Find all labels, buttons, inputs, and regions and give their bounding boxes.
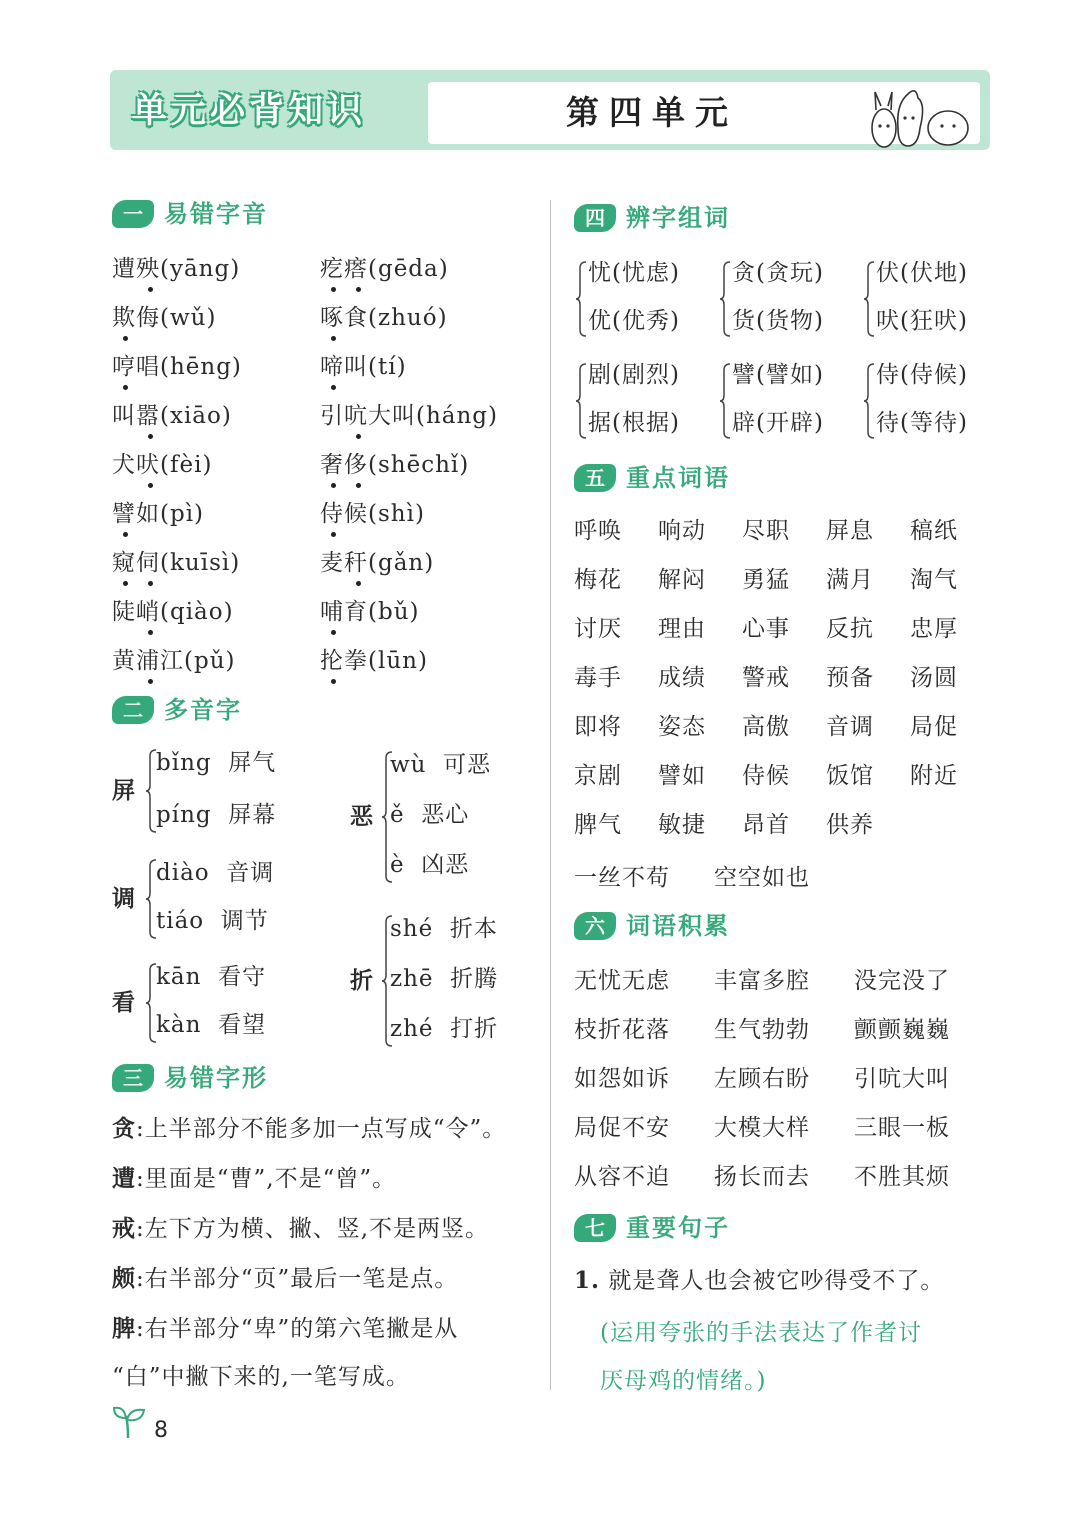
key-word: 反抗 [826, 616, 874, 642]
section-title: 重点词语 [626, 464, 730, 492]
polyphone-reading: bǐng 屏气 [156, 750, 277, 776]
pinyin-item: 窥伺(kuīsì) [112, 550, 241, 576]
phrase: 颤颤巍巍 [854, 1017, 950, 1043]
pinyin-item: 侍候(shì) [320, 501, 425, 527]
header-tab [118, 80, 408, 142]
emphasis-dot [148, 434, 153, 439]
emphasis-dot [331, 483, 336, 488]
section-badge: 一 [112, 200, 154, 228]
key-idiom: 一丝不苟 [574, 865, 670, 891]
polyphone-char: 屏 [112, 777, 136, 804]
phrase: 生气勃勃 [714, 1017, 810, 1043]
char-pair-item: 侍(侍候) [876, 362, 968, 388]
brace [864, 260, 876, 338]
glyph-note-text: :里面是“曹”,不是“曾”。 [136, 1166, 397, 1192]
emphasis-dot [356, 483, 361, 488]
pinyin-item: 麦秆(gǎn) [320, 550, 435, 576]
polyphone-reading: píng 屏幕 [156, 802, 277, 828]
sentence [574, 1266, 944, 1296]
pinyin-item: 黄浦江(pǔ) [112, 648, 236, 674]
key-word: 屏息 [826, 518, 874, 544]
key-word: 忠厚 [910, 616, 958, 642]
emphasis-dot [148, 287, 153, 292]
sentence-text: 就是聋人也会被它吵得受不了。 [608, 1268, 945, 1294]
key-word: 饭馆 [826, 763, 874, 789]
glyph-note-text: :右半部分“页”最后一笔是点。 [136, 1266, 459, 1292]
key-word: 勇猛 [742, 567, 790, 593]
key-word: 解闷 [658, 567, 706, 593]
key-word: 脾气 [574, 812, 622, 838]
key-word: 姿态 [658, 714, 706, 740]
mascot-icon [868, 88, 976, 150]
key-word: 心事 [742, 616, 790, 642]
emphasis-dot [148, 581, 153, 586]
section-title: 易错字音 [164, 200, 268, 228]
emphasis-dot [331, 287, 336, 292]
char-pair-item: 据(根据) [588, 410, 680, 436]
section-title: 重要句子 [626, 1214, 730, 1242]
phrase: 不胜其烦 [854, 1164, 950, 1190]
key-word: 譬如 [658, 763, 706, 789]
glyph-note-continuation: “白”中撇下来的,一笔写成。 [112, 1364, 410, 1390]
emphasis-dot [123, 532, 128, 537]
section-title: 词语积累 [626, 912, 730, 940]
key-word: 淘气 [910, 567, 958, 593]
key-word: 汤圆 [910, 665, 958, 691]
emphasis-dot [123, 385, 128, 390]
polyphone-reading: ě 恶心 [390, 802, 470, 828]
phrase: 无忧无虑 [574, 968, 670, 994]
emphasis-dot [148, 679, 153, 684]
glyph-note-char: 戒 [112, 1215, 136, 1242]
char-pair-item: 譬(譬如) [732, 362, 824, 388]
section-badge: 七 [574, 1214, 616, 1242]
glyph-note [112, 1214, 489, 1244]
polyphone-char: 恶 [350, 803, 374, 830]
char-pair-item: 辟(开辟) [732, 410, 824, 436]
glyph-note [112, 1264, 458, 1294]
phrase: 三眼一板 [854, 1115, 950, 1141]
phrase: 枝折花落 [574, 1017, 670, 1043]
key-word: 侍候 [742, 763, 790, 789]
brace [576, 362, 588, 440]
phrase: 大模大样 [714, 1115, 810, 1141]
section-badge: 三 [112, 1064, 154, 1092]
sentence-note-line-2: 厌母鸡的情绪。) [600, 1368, 767, 1394]
pinyin-item: 犬吠(fèi) [112, 452, 213, 478]
glyph-note [112, 1114, 506, 1144]
glyph-note-char: 颇 [112, 1265, 136, 1292]
polyphone-char: 调 [112, 885, 136, 912]
pinyin-item: 啼叫(tí) [320, 354, 407, 380]
phrase: 引吭大叫 [854, 1066, 950, 1092]
unit-title: 第四单元 [566, 93, 738, 132]
pinyin-item: 疙瘩(gēda) [320, 256, 449, 282]
key-word: 尽职 [742, 518, 790, 544]
polyphone-reading: wù 可恶 [390, 752, 492, 778]
emphasis-dot [331, 679, 336, 684]
key-word: 满月 [826, 567, 874, 593]
glyph-note-text: :右半部分“卑”的第六笔撇是从 [136, 1316, 459, 1342]
emphasis-dot [148, 483, 153, 488]
key-word: 理由 [658, 616, 706, 642]
phrase: 扬长而去 [714, 1164, 810, 1190]
glyph-note-text: :左下方为横、撇、竖,不是两竖。 [136, 1216, 490, 1242]
glyph-note-text: :上半部分不能多加一点写成“令”。 [136, 1116, 507, 1142]
key-word: 毒手 [574, 665, 622, 691]
section-badge: 二 [112, 696, 154, 724]
header-tab-label: 单元必背知识 [132, 91, 367, 131]
pinyin-item: 引吭大叫(háng) [320, 403, 499, 429]
char-pair-item: 剧(剧烈) [588, 362, 680, 388]
key-word: 附近 [910, 763, 958, 789]
pinyin-item: 哺育(bǔ) [320, 599, 420, 625]
emphasis-dot [356, 287, 361, 292]
char-pair-item: 货(货物) [732, 308, 824, 334]
glyph-note [112, 1164, 396, 1194]
emphasis-dot [123, 581, 128, 586]
glyph-note-char: 贪 [112, 1115, 136, 1142]
polyphone-reading: kān 看守 [156, 964, 267, 990]
glyph-note-char: 脾 [112, 1315, 136, 1342]
emphasis-dot [331, 336, 336, 341]
phrase: 左顾右盼 [714, 1066, 810, 1092]
column-divider [550, 200, 551, 1390]
phrase: 没完没了 [854, 968, 950, 994]
pinyin-item: 叫嚣(xiāo) [112, 403, 232, 429]
key-word: 讨厌 [574, 616, 622, 642]
pinyin-item: 陡峭(qiào) [112, 599, 234, 625]
pinyin-item: 欺侮(wǔ) [112, 305, 217, 331]
pinyin-item: 哼唱(hēng) [112, 354, 242, 380]
char-pair-item: 优(优秀) [588, 308, 680, 334]
phrase: 丰富多腔 [714, 968, 810, 994]
key-word: 局促 [910, 714, 958, 740]
polyphone-char: 看 [112, 989, 136, 1016]
emphasis-dot [123, 336, 128, 341]
polyphone-reading: shé 折本 [390, 916, 498, 942]
brace [576, 260, 588, 338]
pinyin-item: 啄食(zhuó) [320, 305, 448, 331]
section-title: 多音字 [164, 696, 242, 724]
key-word: 预备 [826, 665, 874, 691]
emphasis-dot [331, 385, 336, 390]
key-word: 高傲 [742, 714, 790, 740]
polyphone-reading: zhé 打折 [390, 1016, 499, 1042]
pinyin-item: 奢侈(shēchǐ) [320, 452, 470, 478]
emphasis-dot [148, 630, 153, 635]
char-pair-item: 伏(伏地) [876, 260, 968, 286]
glyph-note-char: 遭 [112, 1165, 136, 1192]
polyphone-reading: zhē 折腾 [390, 966, 499, 992]
key-word: 警戒 [742, 665, 790, 691]
key-word: 敏捷 [658, 812, 706, 838]
section-badge: 六 [574, 912, 616, 940]
key-word: 稿纸 [910, 518, 958, 544]
polyphone-reading: diào 音调 [156, 860, 275, 886]
sentence-note-line-1: (运用夸张的手法表达了作者讨 [600, 1320, 922, 1346]
key-word: 即将 [574, 714, 622, 740]
polyphone-reading: è 凶恶 [390, 852, 470, 878]
page-number: 8 [154, 1418, 169, 1443]
sprout-icon [112, 1404, 146, 1440]
section-title: 辨字组词 [626, 204, 730, 232]
key-idiom: 空空如也 [714, 865, 810, 891]
key-word: 梅花 [574, 567, 622, 593]
char-pair-item: 贪(贪玩) [732, 260, 824, 286]
emphasis-dot [331, 532, 336, 537]
section-badge: 五 [574, 464, 616, 492]
glyph-note [112, 1314, 458, 1344]
brace [864, 362, 876, 440]
brace [720, 260, 732, 338]
polyphone-reading: kàn 看望 [156, 1012, 267, 1038]
pinyin-item: 譬如(pì) [112, 501, 205, 527]
section-title: 易错字形 [164, 1064, 268, 1092]
key-word: 成绩 [658, 665, 706, 691]
emphasis-dot [356, 581, 361, 586]
emphasis-dot [356, 434, 361, 439]
key-word: 呼唤 [574, 518, 622, 544]
polyphone-char: 折 [350, 967, 374, 994]
emphasis-dot [331, 630, 336, 635]
phrase: 如怨如诉 [574, 1066, 670, 1092]
phrase: 从容不迫 [574, 1164, 670, 1190]
key-word: 昂首 [742, 812, 790, 838]
char-pair-item: 忧(忧虑) [588, 260, 680, 286]
char-pair-item: 吠(狂吠) [876, 308, 968, 334]
sentence-number: 1. [574, 1267, 601, 1294]
pinyin-item: 抡拳(lūn) [320, 648, 428, 674]
key-word: 供养 [826, 812, 874, 838]
phrase: 局促不安 [574, 1115, 670, 1141]
brace [720, 362, 732, 440]
section-badge: 四 [574, 204, 616, 232]
key-word: 京剧 [574, 763, 622, 789]
key-word: 响动 [658, 518, 706, 544]
polyphone-reading: tiáo 调节 [156, 908, 269, 934]
key-word: 音调 [826, 714, 874, 740]
pinyin-item: 遭殃(yāng) [112, 256, 241, 282]
char-pair-item: 待(等待) [876, 410, 968, 436]
